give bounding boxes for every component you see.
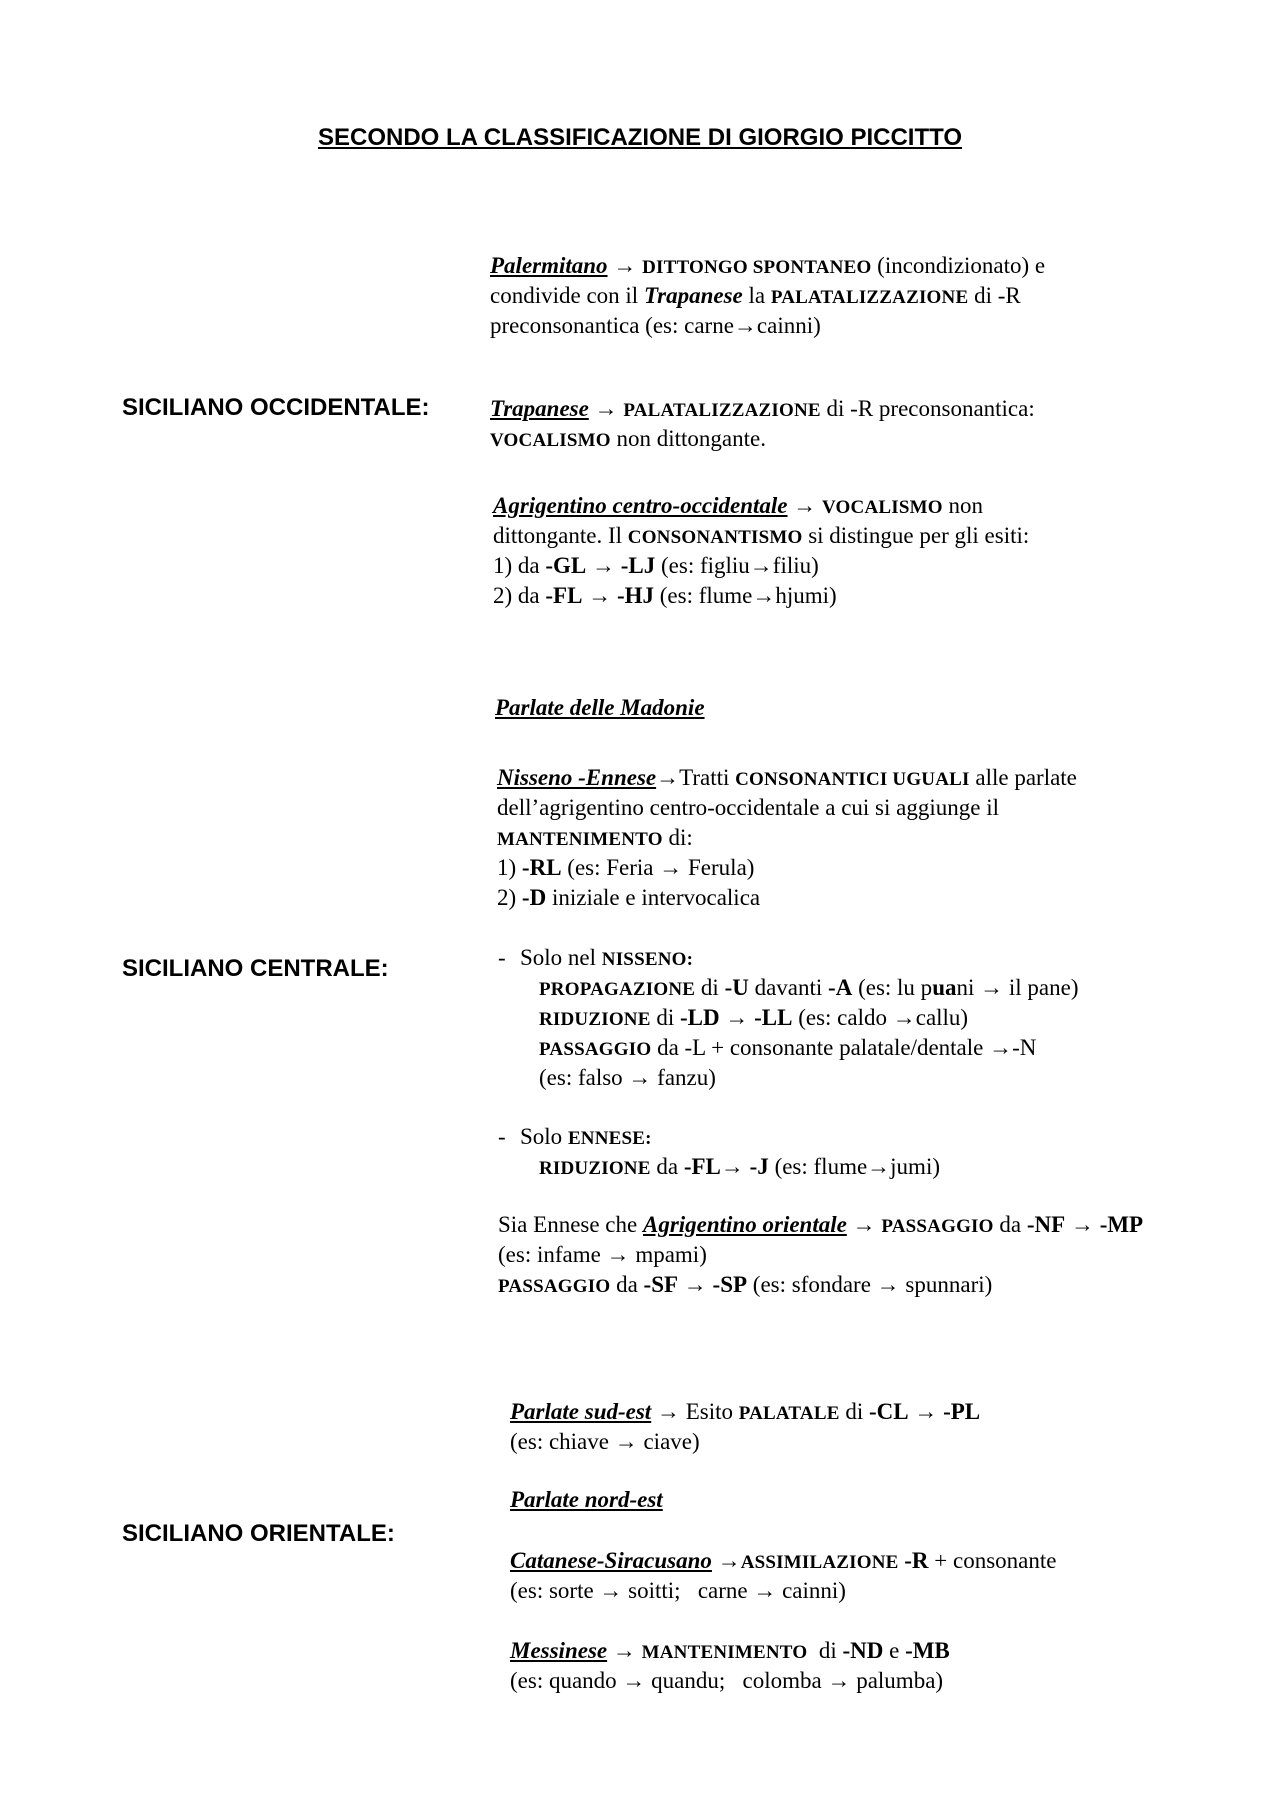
term: MANTENIMENTO	[641, 1642, 808, 1663]
bold-text: -LL	[754, 1005, 793, 1030]
messinese-entry	[510, 1636, 950, 1696]
list-dash: -	[498, 945, 506, 970]
agrigentino-heading: Agrigentino centro-occidentale	[493, 493, 788, 518]
bold-text: -LJ	[620, 553, 656, 578]
arrow: →	[908, 1399, 944, 1424]
bold-text: -SP	[712, 1272, 748, 1297]
page-title: SECONDO LA CLASSIFICAZIONE DI GIORGIO PICCITTO	[317, 124, 963, 151]
trapanese-entry	[490, 394, 1035, 454]
text: (es: falso → fanzu)	[539, 1065, 716, 1090]
agrigentino-orientale-heading: Agrigentino orientale	[642, 1212, 847, 1237]
term: DITTONGO SPONTANEO	[642, 257, 872, 278]
text: Sia Ennese che	[498, 1212, 643, 1237]
bold-text: -FL	[545, 583, 583, 608]
bold-text: -RL	[521, 855, 562, 880]
text: + consonante	[928, 1548, 1057, 1573]
palermitano-heading: Palermitano	[490, 253, 608, 278]
text: Solo	[520, 1124, 568, 1149]
text: preconsonantica (es: carne→cainni)	[490, 313, 821, 338]
term: PASSAGGIO	[498, 1276, 611, 1297]
palermitano-entry	[490, 251, 1045, 341]
text: di -R preconsonantica:	[820, 396, 1035, 421]
sud-est-heading: Parlate sud-est	[510, 1399, 652, 1424]
bold-text: -A	[828, 975, 853, 1000]
bold-text: -PL	[943, 1399, 981, 1424]
text: (es: sorte → soitti; carne → cainni)	[510, 1578, 846, 1603]
term: PALATALIZZAZIONE	[623, 400, 821, 421]
text: non	[942, 493, 983, 518]
arrow: →	[678, 1272, 713, 1297]
madonie-heading: Parlate delle Madonie	[495, 695, 705, 720]
text: alle parlate	[969, 765, 1077, 790]
text: di	[650, 1005, 680, 1030]
sud-est-entry	[510, 1397, 980, 1457]
term: CONSONANTISMO	[627, 527, 803, 548]
arrow: →	[720, 1154, 750, 1179]
text: Solo nel	[520, 945, 602, 970]
nisseno-ennese-heading: Nisseno -Ennese	[497, 765, 657, 790]
arrow: →	[1065, 1212, 1100, 1237]
arrow: →	[607, 1638, 642, 1663]
term: ASSIMILAZIONE	[740, 1552, 899, 1573]
text: da -L + consonante palatale/dentale →-N	[651, 1035, 1037, 1060]
bold-text: -R	[904, 1548, 929, 1573]
text: dell’agrigentino centro-occidentale a cui si aggiunge il	[497, 795, 999, 820]
text: da	[993, 1212, 1027, 1237]
catanese-entry	[510, 1546, 1056, 1606]
text: da	[610, 1272, 644, 1297]
text: 1)	[497, 855, 522, 880]
text: 1) da	[493, 553, 546, 578]
arrow: →	[586, 553, 621, 578]
agrigentino-orientale-entry	[498, 1210, 1143, 1300]
term: PALATALIZZAZIONE	[770, 287, 969, 308]
bold-text: -J	[749, 1154, 769, 1179]
term: PASSAGGIO	[539, 1039, 652, 1060]
text: (es: figliu→filiu)	[655, 553, 819, 578]
arrow: →	[607, 253, 643, 278]
text: 2)	[497, 885, 522, 910]
text: (es: infame → mpami)	[498, 1242, 707, 1267]
text: davanti	[748, 975, 829, 1000]
bold-text: -SF	[643, 1272, 679, 1297]
arrow: →	[711, 1548, 741, 1573]
text: (es: quando → quandu; colomba → palumba)	[510, 1668, 944, 1693]
trapanese-heading: Trapanese	[490, 396, 589, 421]
term: PROPAGAZIONE	[539, 979, 696, 1000]
term: VOCALISMO	[822, 497, 943, 518]
term: RIDUZIONE	[539, 1158, 651, 1179]
term: VOCALISMO	[490, 430, 611, 451]
bold-text: -LD	[680, 1005, 720, 1030]
text: (es: flume→hjumi)	[654, 583, 837, 608]
text: di	[839, 1399, 869, 1424]
text: (es: caldo →callu)	[792, 1005, 969, 1030]
text: di	[695, 975, 725, 1000]
term: PALATALE	[738, 1403, 840, 1424]
text: (es: sfondare → spunnari)	[747, 1272, 993, 1297]
text: e	[883, 1638, 906, 1663]
term: CONSONANTICI UGUALI	[735, 769, 970, 790]
solo-nisseno-entry	[498, 943, 1078, 1093]
bold-text: -MB	[905, 1638, 950, 1663]
text: → Esito	[651, 1399, 739, 1424]
text: da	[650, 1154, 684, 1179]
text: (es: Feria → Ferula)	[561, 855, 755, 880]
catanese-heading: Catanese-Siracusano	[510, 1548, 712, 1573]
arrow: →	[588, 396, 624, 421]
text: di:	[662, 825, 693, 850]
arrow: →	[719, 1005, 755, 1030]
arrow: →	[787, 493, 823, 518]
solo-ennese-entry	[498, 1122, 940, 1182]
nord-est-entry	[510, 1485, 663, 1515]
bold-text: -NF	[1026, 1212, 1066, 1237]
text: 2) da	[493, 583, 546, 608]
nord-est-heading: Parlate nord-est	[510, 1487, 663, 1512]
term: MANTENIMENTO	[497, 829, 663, 850]
text: (incondizionato) e	[871, 253, 1046, 278]
list-dash: -	[498, 1124, 506, 1149]
text: di	[807, 1638, 843, 1663]
term: PASSAGGIO	[881, 1216, 994, 1237]
bold-text: -FL	[683, 1154, 721, 1179]
messinese-heading: Messinese	[510, 1638, 608, 1663]
text: la	[742, 283, 771, 308]
text: (es: flume→jumi)	[768, 1154, 940, 1179]
arrow: →	[582, 583, 617, 608]
text: (es: chiave → ciave)	[510, 1429, 700, 1454]
bold-text: ua	[932, 975, 957, 1000]
region-label-orientale: SICILIANO ORIENTALE:	[122, 1520, 395, 1547]
text: iniziale e intervocalica	[546, 885, 761, 910]
text: dittongante. Il	[493, 523, 628, 548]
term: NISSENO:	[601, 949, 694, 970]
term: ENNESE:	[567, 1128, 652, 1149]
region-label-centrale: SICILIANO CENTRALE:	[122, 955, 389, 982]
bold-text: -MP	[1099, 1212, 1144, 1237]
region-label-occidentale: SICILIANO OCCIDENTALE:	[122, 394, 430, 421]
bold-text: -HJ	[616, 583, 654, 608]
madonie-entry	[495, 693, 705, 723]
bold-text: -ND	[842, 1638, 884, 1663]
text: ni → il pane)	[956, 975, 1079, 1000]
bold-text: -D	[521, 885, 547, 910]
agrigentino-entry	[493, 491, 1029, 611]
nisseno-ennese-entry	[497, 763, 1077, 913]
term: RIDUZIONE	[539, 1009, 651, 1030]
trapanese-mention: Trapanese	[643, 283, 743, 308]
arrow: →	[846, 1212, 882, 1237]
text: di -R	[968, 283, 1021, 308]
text: →Tratti	[656, 765, 736, 790]
bold-text: -GL	[545, 553, 587, 578]
bold-text: -U	[724, 975, 749, 1000]
text: si distingue per gli esiti:	[802, 523, 1030, 548]
text: condivide con il	[490, 283, 644, 308]
text: (es: lu p	[852, 975, 933, 1000]
text: non dittongante.	[610, 426, 766, 451]
bold-text: -CL	[868, 1399, 909, 1424]
